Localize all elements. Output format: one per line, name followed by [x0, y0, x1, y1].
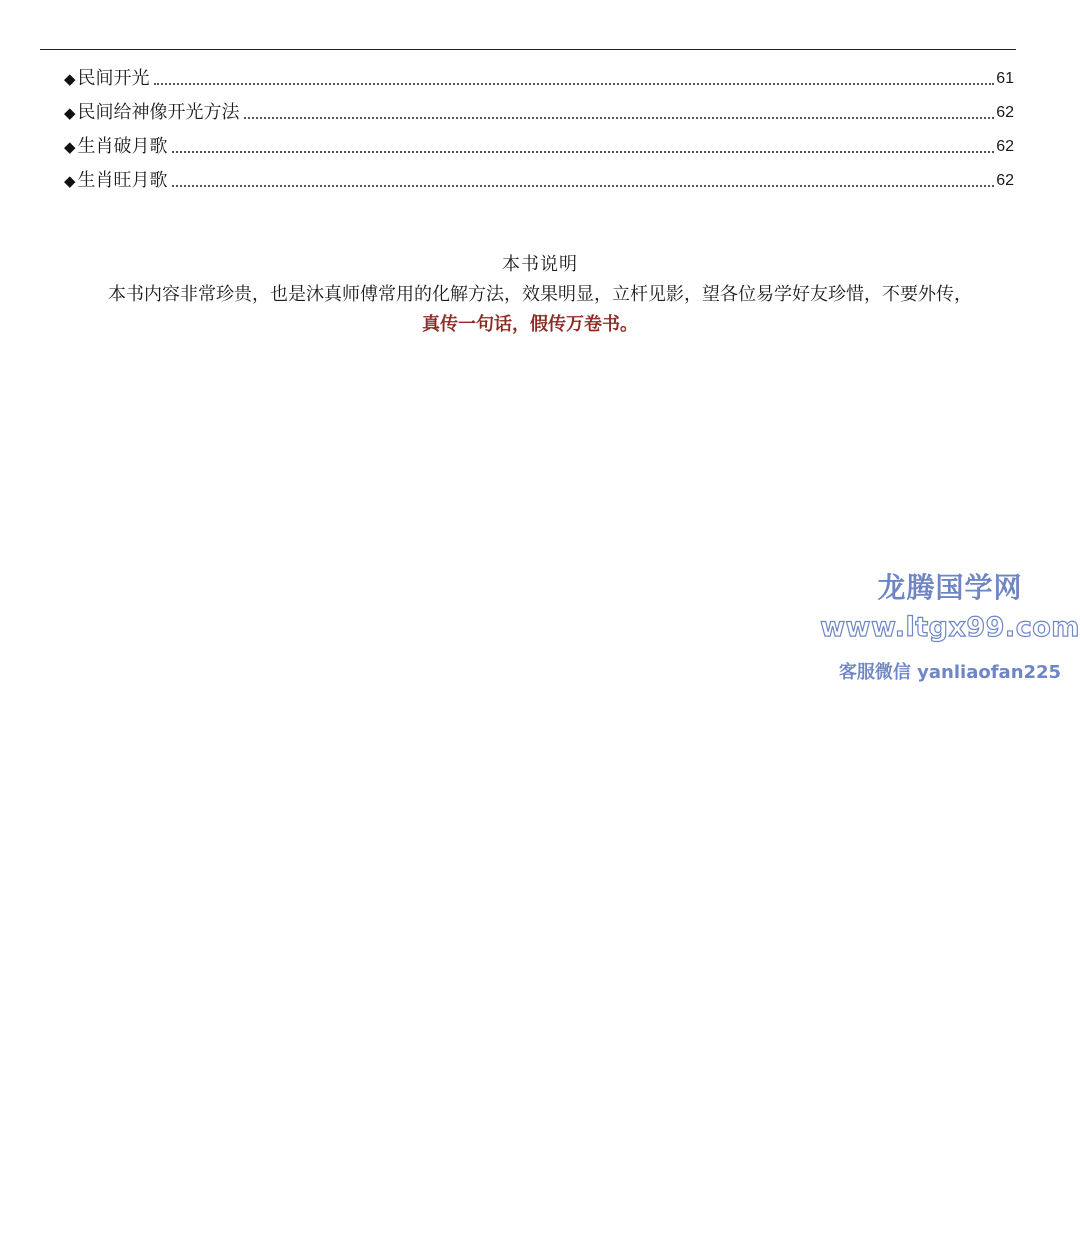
header-rule	[40, 49, 1016, 50]
toc-entry[interactable]	[64, 158, 1014, 192]
toc-entry[interactable]	[64, 124, 1014, 158]
dot-leader	[172, 185, 995, 187]
watermark-url: www.ltgx99.com	[820, 612, 1080, 643]
table-of-contents	[64, 56, 1014, 192]
watermark-site-name: 龙腾国学网	[877, 571, 1023, 604]
toc-entry-title: 民间给神像开光方法	[77, 102, 240, 123]
diamond-bullet-icon: ◆	[64, 172, 76, 190]
diamond-bullet-icon: ◆	[64, 138, 76, 156]
dot-leader	[154, 83, 995, 85]
toc-entry[interactable]	[64, 56, 1014, 90]
diamond-bullet-icon: ◆	[64, 104, 76, 122]
toc-entry-page: 62	[996, 138, 1014, 155]
dot-leader	[172, 151, 995, 153]
notice-emphasis: 真传一句话，假传万卷书。	[422, 314, 638, 335]
diamond-bullet-icon: ◆	[64, 70, 76, 88]
toc-entry-title: 民间开光	[77, 68, 150, 89]
notice-body: 本书内容非常珍贵，也是沐真师傅常用的化解方法，效果明显，立杆见影，望各位易学好友珍惜，不要外传，	[108, 284, 972, 305]
dot-leader	[244, 117, 995, 119]
toc-entry-page: 62	[996, 172, 1014, 189]
notice-title: 本书说明	[502, 254, 578, 275]
toc-entry-title: 生肖旺月歌	[77, 170, 168, 191]
toc-entry[interactable]	[64, 90, 1014, 124]
watermark-contact: 客服微信 yanliaofan225	[838, 662, 1062, 683]
toc-entry-title: 生肖破月歌	[77, 136, 168, 157]
toc-entry-page: 62	[996, 104, 1014, 121]
toc-entry-page: 61	[996, 70, 1014, 87]
